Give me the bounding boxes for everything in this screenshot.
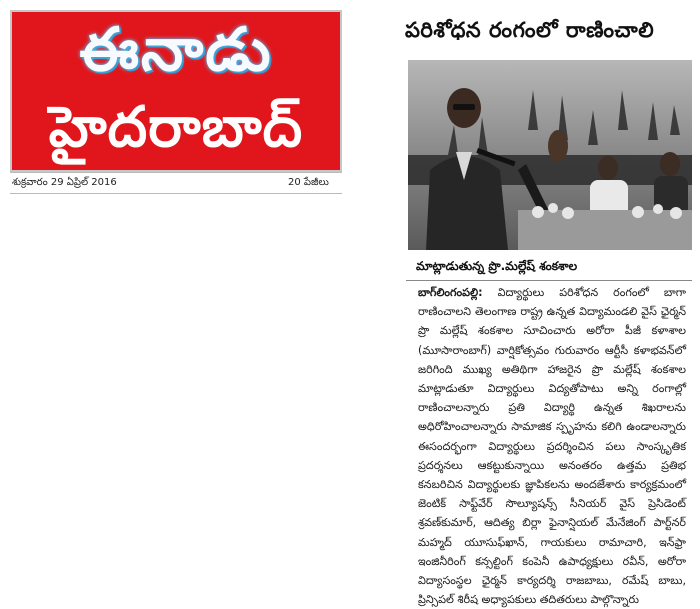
photo-caption: మాట్లాడుతున్న ప్రొ.మల్లేష్ శంకశాల <box>416 259 578 273</box>
dateline <box>10 172 342 194</box>
caption-divider <box>406 280 692 281</box>
issue-date: శుక్రవారం 29 ఏప్రిల్ 2016 <box>12 177 117 188</box>
speaker-photo-illustration <box>408 60 692 250</box>
page-count: 20 పేజీలు <box>288 177 329 188</box>
article-body <box>418 283 686 607</box>
article-dateline: బాగ్‌లింగంపల్లి: <box>418 286 483 299</box>
article-body-text: విద్యార్థులు పరిశోధన రంగంలో బాగా రాణించాలని తెలంగాణ రాష్ట్ర ఉన్నత విద్యామండలి వైస్ ఛైర్మన్ ప్రొ మల్లేష్ శంకశాల సూచించారు అరోరా పీజీ కళాశాల (మూసారాంబాగ్) వార్షికోత్సవం గురువారం ఆర్టీసీ కళాభవన్‌లో జరిగింది ముఖ్య అతిథిగా హాజరైన ప్రొ మల్లేష్ శంకశాల మాట్లాడుతూ విద్యార్థులు విద్యతోపాటు అన్ని రంగాల్లో రాణించాలన్నారు ప్రతి విద్యార్థి ఉన్నత శిఖరాలను అధిరోహించాలన్నారు సామాజిక స్పృహను కలిగి ఉండాలన్నారు ఈసందర్భంగా విద్యార్థులు ప్రదర్శించిన పలు సాంస్కృతిక ప్రదర్శనలు ఆకట్టుకున్నాయి అనంతరం ఉత్తమ ప్రతిభ కనబరిచిన విద్యార్థులకు జ్ఞాపికలను అందజేశారు కార్యక్రమంలో జెంటిక్ సాఫ్ట్‌వేర్ సొల్యూషన్స్ సీనియర్ వైస్ ప్రెసిడెంట్ శ్రవణ్‌కుమార్, ఆదిత్య బిర్లా ఫైనాన్షియల్ మేనేజింగ్ పార్ట్‌నర్ మహ్మద్ యూసుఫ్‌ఖాన్, గాయకులు రామాచారి, ఇన్‌ఫ్రా ఇంజినీరింగ్ కన్సల్టింగ్ కంపెనీ ఉపాధ్యక్షులు రవీన్, అరోరా విద్యాసంస్థల ఛైర్మన్ కార్యదర్శి రాజబాబు, రమేష్ బాబు, ప్రిన్సిపల్ శిరీష అధ్యాపకులు తదితరులు పాల్గొన్నారు <box>418 286 686 607</box>
masthead-edition: హైదరాబాద్ <box>48 95 304 160</box>
article-headline: పరిశోధన రంగంలో రాణించాలి <box>405 18 655 42</box>
masthead-logo: ఈనాడు <box>79 15 273 85</box>
newspaper-masthead <box>10 10 342 172</box>
article-photo <box>408 60 692 250</box>
